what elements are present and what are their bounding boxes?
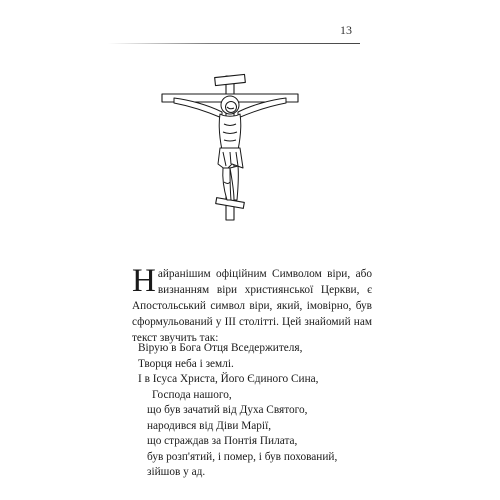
dropcap: Н — [132, 263, 156, 299]
header-rule — [108, 43, 360, 44]
creed-line: Вірую в Бога Отця Вседержителя, — [138, 342, 303, 354]
creed-line: був розп'ятий, і помер, і був похований, — [147, 450, 338, 463]
creed-line: Господа нашого, — [152, 388, 232, 401]
creed-line: зійшов у ад. — [147, 466, 206, 478]
creed-line: Творця неба і землі. — [138, 357, 234, 370]
creed-line: що страждав за Понтія Пилата, — [147, 435, 298, 447]
creed-verse — [138, 341, 337, 481]
creed-line: народився від Діви Марії, — [147, 419, 272, 432]
cross-title-board — [215, 74, 246, 85]
creed-line: І в Ісуса Христа, Його Єдиного Сина, — [138, 373, 319, 385]
crucifix-icon — [160, 72, 300, 222]
corpus — [174, 96, 286, 200]
intro-text: айранішим офіційним Символом віри, або визнанням віри християнської Церкви, є Апостольський символ віри, який, імовірно, був сформульований у ІІІ столітті. Цей знайомий нам текст звучить так: — [132, 268, 372, 344]
intro-paragraph — [132, 263, 372, 346]
creed-line: що був зачатий від Духа Святого, — [147, 404, 308, 416]
page-number: 13 — [340, 23, 352, 37]
